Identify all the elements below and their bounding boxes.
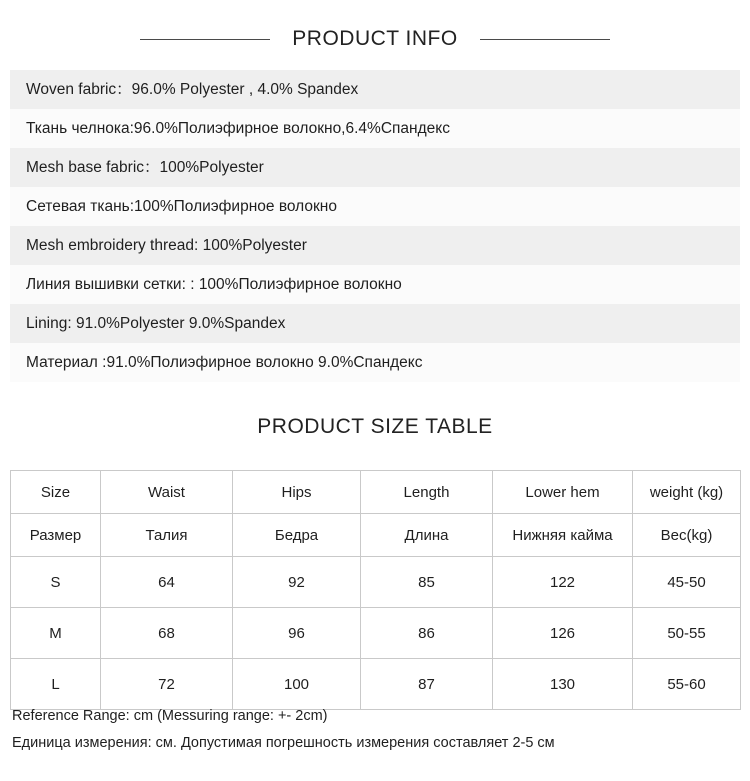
table-cell: 55-60 bbox=[633, 659, 741, 710]
table-row bbox=[11, 557, 741, 608]
table-header-cell: weight (kg) bbox=[633, 471, 741, 514]
table-cell: 100 bbox=[233, 659, 361, 710]
list-item: Материал :91.0%Полиэфирное волокно 9.0%Спандекс bbox=[10, 343, 740, 382]
size-table-wrapper bbox=[10, 470, 740, 710]
table-header-cell: Размер bbox=[11, 514, 101, 557]
table-header-row-en bbox=[11, 471, 741, 514]
table-cell: 86 bbox=[361, 608, 493, 659]
table-cell: 87 bbox=[361, 659, 493, 710]
list-item: Woven fabric：96.0% Polyester , 4.0% Spandex bbox=[10, 70, 740, 109]
table-header-cell: Вес(kg) bbox=[633, 514, 741, 557]
table-cell: 96 bbox=[233, 608, 361, 659]
list-item: Lining: 91.0%Polyester 9.0%Spandex bbox=[10, 304, 740, 343]
table-cell: 45-50 bbox=[633, 557, 741, 608]
table-header-cell: Бедра bbox=[233, 514, 361, 557]
table-header-row-ru bbox=[11, 514, 741, 557]
table-cell: S bbox=[11, 557, 101, 608]
table-row bbox=[11, 659, 741, 710]
list-item: Mesh base fabric：100%Polyester bbox=[10, 148, 740, 187]
footnotes bbox=[12, 703, 748, 757]
table-header-cell: Lower hem bbox=[493, 471, 633, 514]
product-info-heading-text: PRODUCT INFO bbox=[292, 27, 458, 50]
table-cell: 92 bbox=[233, 557, 361, 608]
list-item: Ткань челнока:96.0%Полиэфирное волокно,6.4%Спандекс bbox=[10, 109, 740, 148]
footnote-en: Reference Range: cm (Messuring range: +- 2cm) bbox=[12, 708, 328, 724]
size-table bbox=[10, 470, 741, 710]
list-item: Линия вышивки сетки: : 100%Полиэфирное волокно bbox=[10, 265, 740, 304]
table-cell: M bbox=[11, 608, 101, 659]
table-header-cell: Длина bbox=[361, 514, 493, 557]
size-table-heading-text: PRODUCT SIZE TABLE bbox=[257, 415, 493, 438]
product-info-heading bbox=[0, 24, 750, 54]
table-header-cell: Талия bbox=[101, 514, 233, 557]
table-header-cell: Size bbox=[11, 471, 101, 514]
list-item: Сетевая ткань:100%Полиэфирное волокно bbox=[10, 187, 740, 226]
list-item: Mesh embroidery thread: 100%Polyester bbox=[10, 226, 740, 265]
table-cell: 64 bbox=[101, 557, 233, 608]
table-cell: 130 bbox=[493, 659, 633, 710]
table-header-cell: Hips bbox=[233, 471, 361, 514]
table-header-cell: Waist bbox=[101, 471, 233, 514]
table-cell: 68 bbox=[101, 608, 233, 659]
table-cell: 72 bbox=[101, 659, 233, 710]
table-cell: 126 bbox=[493, 608, 633, 659]
table-row bbox=[11, 608, 741, 659]
table-cell: 122 bbox=[493, 557, 633, 608]
table-cell: L bbox=[11, 659, 101, 710]
table-header-cell: Length bbox=[361, 471, 493, 514]
table-cell: 50-55 bbox=[633, 608, 741, 659]
size-table-heading bbox=[0, 412, 750, 442]
heading-rule-right bbox=[480, 39, 610, 40]
heading-rule-left bbox=[140, 39, 270, 40]
footnote-ru: Единица измерения: см. Допустимая погрешность измерения составляет 2-5 см bbox=[12, 735, 555, 751]
table-header-cell: Нижняя кайма bbox=[493, 514, 633, 557]
table-cell: 85 bbox=[361, 557, 493, 608]
product-info-list bbox=[10, 70, 740, 382]
